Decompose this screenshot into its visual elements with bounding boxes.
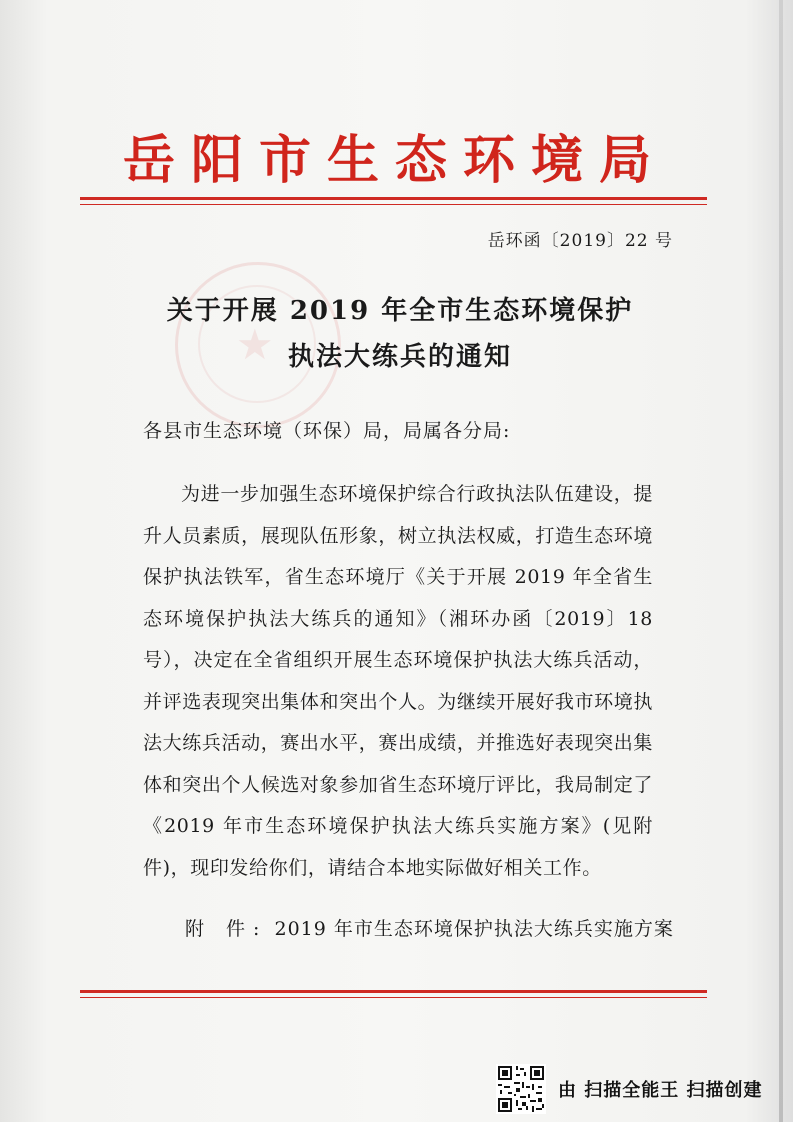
footer-red-rule-thick bbox=[80, 990, 707, 993]
scanner-watermark bbox=[496, 1066, 763, 1112]
header-red-rule-thick bbox=[80, 197, 707, 200]
footer-red-rule-thin bbox=[80, 997, 707, 998]
attachment-line bbox=[185, 914, 674, 941]
salutation: 各县市生态环境（环保）局，局属各分局: bbox=[143, 420, 511, 442]
seal-star-icon: ★ bbox=[236, 320, 274, 369]
attachment-text: 2019 年市生态环境保护执法大练兵实施方案 bbox=[274, 918, 674, 940]
document-title bbox=[120, 288, 680, 380]
document-number: 岳环函〔2019〕22 号 bbox=[487, 231, 673, 251]
attachment-label: 附 件: bbox=[185, 918, 268, 940]
document-title-line-2: 执法大练兵的通知 bbox=[287, 342, 512, 372]
page-edge-shadow bbox=[779, 0, 783, 1122]
qr-code-icon bbox=[496, 1064, 546, 1114]
watermark-text: 由 扫描全能王 扫描创建 bbox=[558, 1080, 763, 1101]
body-paragraph: 为进一步加强生态环境保护综合行政执法队伍建设，提升人员素质，展现队伍形象，树立执法权威，打造生态环境保护执法铁军，省生态环境厅《关于开展 2019 年全省生态环境保护执法大练兵的通知》（湘环办函〔2019〕18 号），决定在全省组织开展生态环境保护执法大练兵活动，并评选表现突出集体和突出个人。为继续开展好我市环境执法大练兵活动，赛出水平，赛出成绩，并推选好表现突出集体和突出个人候选对象参加省生态环境厅评比，我局制定了《2019 年市生态环境保护执法大练兵实施方案》(见附件)，现印发给你们，请结合本地实际做好相关工作。 bbox=[143, 483, 653, 879]
document-title-line-1: 关于开展 2019 年全市生态环境保护 bbox=[166, 296, 634, 326]
header-red-rule-thin bbox=[80, 204, 707, 205]
issuer-header: 岳阳市生态环境局 bbox=[122, 130, 667, 191]
